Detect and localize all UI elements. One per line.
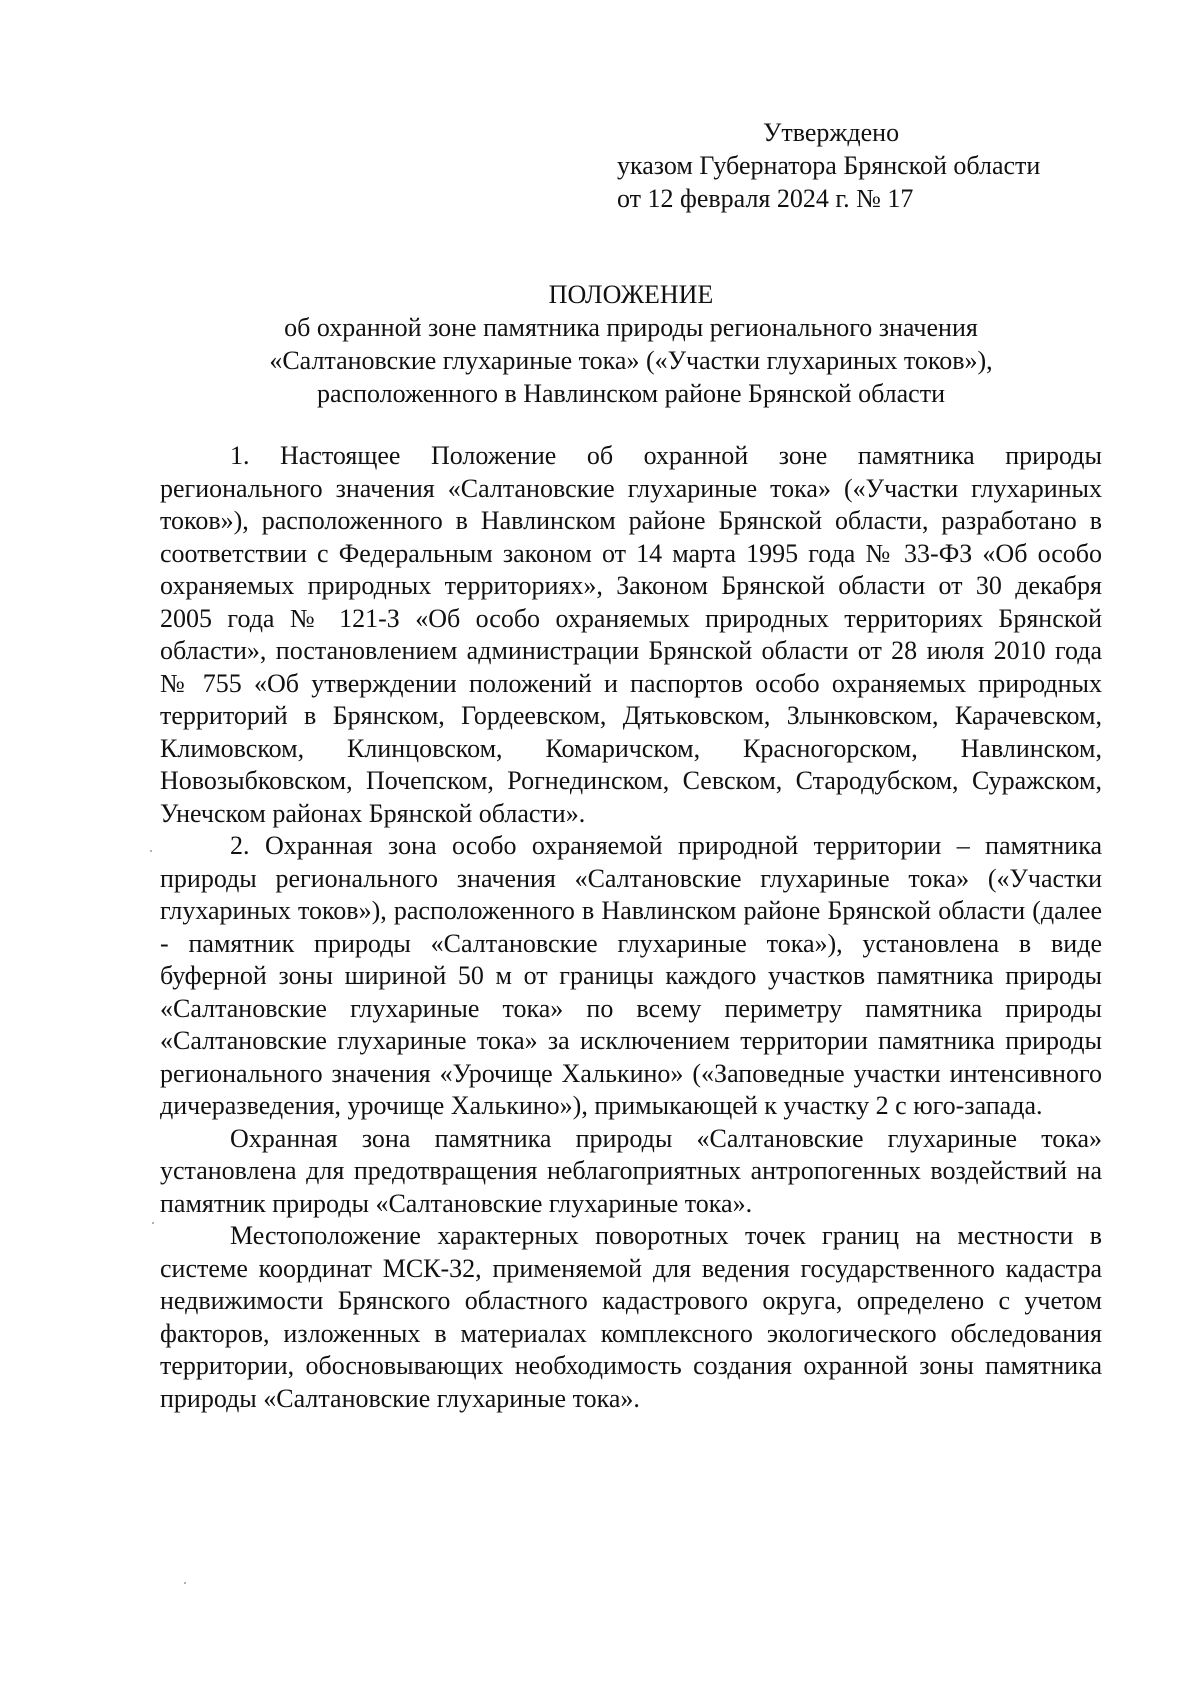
approval-authority: указом Губернатора Брянской области — [617, 151, 1041, 180]
paragraph-4: Местоположение характерных поворотных точек границ на местности в системе координат МСК-32, применяемой для ведения государственного кадастра недвижимости Брянского областного кадастрового округа, определено с учетом факторов, изложенных в материалах комплексного экологического обследования территории, обосновывающих необходимость создания охранной зоны памятника природы «Салтановские глухариные тока». — [160, 1221, 1102, 1413]
approval-date-number: от 12 февраля 2024 г. № 17 — [617, 184, 914, 213]
scan-speck — [184, 1582, 186, 1584]
approval-label: Утверждено — [763, 118, 900, 147]
document-subtitle-line-3: расположенного в Навлинском районе Брянской области — [316, 379, 945, 408]
paragraph-3: Охранная зона памятника природы «Салтановские глухариные тока» установлена для предотвращения неблагоприятных антропогенных воздействий на памятник природы «Салтановские глухариные тока». — [160, 1123, 1102, 1218]
paragraph-1: 1. Настоящее Положение об охранной зоне памятника природы регионального значения «Салтановские глухариные тока» («Участки глухариных токов»), расположенного в Навлинском районе Брянской области, разработано в соответствии с Федеральным законом от 14 марта 1995 года № 33-ФЗ «Об особо охраняемых природных территориях», Законом Брянской области от 30 декабря 2005 года № 121-З «Об особо охраняемых природных территориях Брянской области», постановлением администрации Брянской области от 28 июля 2010 года № 755 «Об утверждении положений и паспортов особо охраняемых природных территорий в Брянском, Гордеевском, Дятьковском, Злынковском, Карачевском, Климовском, Клинцовском, Комаричском, Красногорском, Навлинском, Новозыбковском, Почепском, Рогнединском, Севском, Стародубском, Суражском, Унечском районах Брянской области». — [160, 441, 1102, 828]
document-subtitle-line-2: «Салтановские глухариные тока» («Участки глухариных токов»), — [269, 346, 993, 375]
document-title: ПОЛОЖЕНИЕ — [548, 280, 714, 309]
document-subtitle-line-1: об охранной зоне памятника природы регионального значения — [284, 313, 978, 342]
document-title-block — [160, 278, 1102, 410]
document-body — [160, 440, 1102, 1415]
paragraph-2: 2. Охранная зона особо охраняемой природной территории – памятника природы регионального значения «Салтановские глухариные тока» («Участки глухариных токов»), расположенного в Навлинском районе Брянской области (далее - памятник природы «Салтановские глухариные тока»), установлена в виде буферной зоны шириной 50 м от границы каждого участков памятника природы «Салтановские глухариные тока» по всему периметру памятника природы «Салтановские глухариные тока» за исключением территории памятника природы регионального значения «Урочище Халькино» («Заповедные участки интенсивного дичеразведения, урочище Халькино»), примыкающей к участку 2 с юго-запада. — [160, 831, 1102, 1120]
approval-stamp — [617, 116, 1097, 215]
scan-speck — [150, 850, 152, 852]
scan-speck — [152, 1222, 154, 1224]
